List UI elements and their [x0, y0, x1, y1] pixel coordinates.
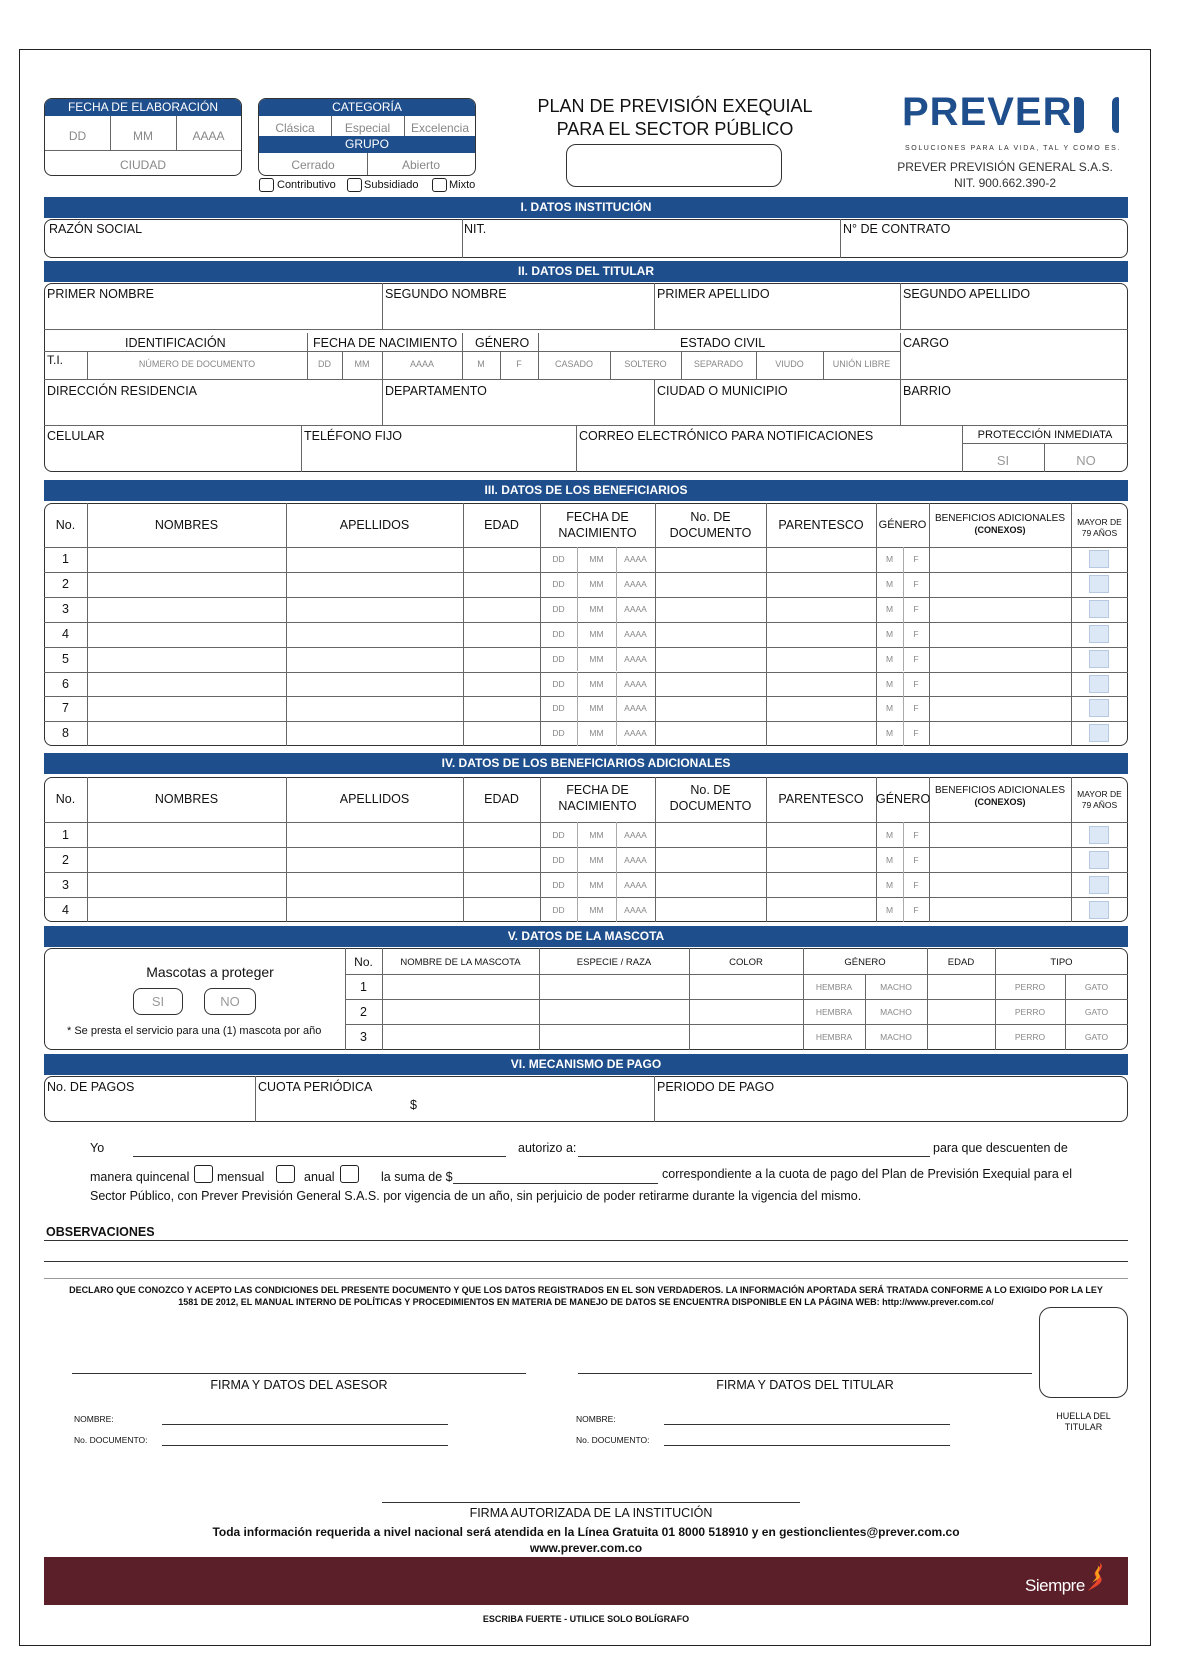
- anual-checkbox[interactable]: [340, 1165, 359, 1183]
- pago-box: [44, 1076, 1128, 1122]
- segundo-apellido-label[interactable]: SEGUNDO APELLIDO: [903, 287, 1031, 301]
- auth-yo: Yo: [90, 1141, 105, 1155]
- b-col-mayor2: 79 AÑOS: [1081, 528, 1118, 538]
- ad-row-m[interactable]: M: [885, 905, 894, 915]
- ad-row-aaaa[interactable]: AAAA: [624, 855, 647, 865]
- mascota-gato[interactable]: GATO: [1084, 982, 1109, 992]
- m-col-no: No.: [354, 955, 373, 969]
- ciudad-municipio-label[interactable]: CIUDAD O MUNICIPIO: [657, 384, 788, 398]
- ben-row-mm[interactable]: MM: [589, 728, 604, 739]
- b-col-parentesco: PARENTESCO: [778, 518, 864, 532]
- observaciones-line-1[interactable]: [44, 1240, 1128, 1241]
- ben-mayor-checkbox[interactable]: [1089, 724, 1109, 742]
- ben-mayor-checkbox[interactable]: [1089, 675, 1109, 693]
- ben-mayor-checkbox[interactable]: [1089, 650, 1109, 668]
- periodo-label[interactable]: PERIODO DE PAGO: [657, 1080, 775, 1094]
- ad-mayor-checkbox[interactable]: [1089, 876, 1109, 894]
- ben-row-dd[interactable]: DD: [552, 653, 565, 664]
- auth-manera: manera quincenal: [90, 1170, 190, 1184]
- ad-row-f[interactable]: F: [913, 855, 919, 865]
- ad-row-f[interactable]: F: [913, 830, 919, 840]
- ben-row-m[interactable]: M: [885, 578, 894, 589]
- firma-asesor-line[interactable]: [72, 1373, 526, 1374]
- mixto-label: Mixto: [449, 179, 476, 191]
- grupo-title: GRUPO: [259, 136, 475, 153]
- mascota-gato[interactable]: GATO: [1084, 1007, 1109, 1017]
- m-col-genero: GÉNERO: [844, 957, 886, 968]
- auth-suma-line[interactable]: [453, 1183, 658, 1184]
- auth-autorizo-line[interactable]: [578, 1156, 930, 1157]
- mascota-row-number: 1: [360, 980, 367, 994]
- ad-row-dd[interactable]: DD: [552, 905, 565, 915]
- ad-row-number: 1: [62, 828, 69, 842]
- ad-row-f[interactable]: F: [913, 880, 919, 890]
- mascota-hembra[interactable]: HEMBRA: [815, 1007, 853, 1017]
- ben-row-dd[interactable]: DD: [552, 678, 565, 689]
- fecha-mm[interactable]: MM: [133, 129, 153, 143]
- cat-excelencia[interactable]: Excelencia: [410, 121, 470, 135]
- section-4-title: IV. DATOS DE LOS BENEFICIARIOS ADICIONALES: [44, 753, 1128, 774]
- ben-row-number: 3: [62, 601, 69, 616]
- huella-label-2: TITULAR: [1064, 1422, 1103, 1432]
- ad-row-number: 4: [62, 903, 69, 917]
- ben-row-divider: [44, 597, 1128, 598]
- mascotas-proteger: Mascotas a proteger: [146, 964, 274, 980]
- a-col-ben1: BENEFICIOS ADICIONALES: [934, 785, 1066, 796]
- b-col-nombres: NOMBRES: [154, 518, 219, 532]
- mascota-hembra[interactable]: HEMBRA: [815, 982, 853, 992]
- ben-col-divider: [286, 503, 287, 746]
- mascota-hembra[interactable]: HEMBRA: [815, 1032, 853, 1042]
- ben-col-divider: [929, 503, 930, 746]
- ben-mayor-checkbox[interactable]: [1089, 625, 1109, 643]
- b-col-fecha1: FECHA DE: [566, 510, 629, 524]
- observaciones-line-2[interactable]: [44, 1261, 1128, 1262]
- ben-row-mm[interactable]: MM: [589, 628, 604, 639]
- ben-row-dd[interactable]: DD: [552, 703, 565, 714]
- ben-row-f[interactable]: F: [913, 678, 919, 689]
- ad-row-number: 3: [62, 878, 69, 892]
- ad-row-aaaa[interactable]: AAAA: [624, 830, 647, 840]
- ben-mayor-checkbox[interactable]: [1089, 600, 1109, 618]
- mascota-macho[interactable]: MACHO: [880, 1007, 912, 1017]
- ben-row-number: 5: [62, 651, 69, 666]
- b-col-fecha2: NACIMIENTO: [558, 526, 637, 540]
- ad-row-divider: [44, 872, 1128, 873]
- ad-row-m[interactable]: M: [885, 880, 894, 890]
- fecha-dd[interactable]: DD: [68, 129, 87, 143]
- form-number-box[interactable]: [566, 144, 782, 187]
- b-col-doc2: DOCUMENTO: [669, 526, 752, 540]
- contributivo-label: Contributivo: [277, 179, 336, 191]
- ben-row-number: 8: [62, 726, 69, 741]
- ben-row-mm[interactable]: MM: [589, 703, 604, 714]
- ben-col-divider: [1071, 503, 1072, 746]
- section-5-title: V. DATOS DE LA MASCOTA: [44, 926, 1128, 947]
- ben-row-f[interactable]: F: [913, 578, 919, 589]
- b-col-apellidos: APELLIDOS: [339, 518, 410, 532]
- cuota-dollar: $: [410, 1098, 417, 1112]
- ben-row-mm[interactable]: MM: [589, 678, 604, 689]
- fecha-title: FECHA DE ELABORACIÓN: [45, 99, 241, 116]
- ben-row-f[interactable]: F: [913, 603, 919, 614]
- auth-anual: anual: [304, 1170, 335, 1184]
- m-col-tipo: TIPO: [1050, 957, 1073, 968]
- a-col-ben2: (CONEXOS): [974, 797, 1026, 807]
- auth-mensual: mensual: [217, 1170, 265, 1184]
- subsidiado-checkbox[interactable]: [347, 178, 362, 192]
- m-col-edad: EDAD: [947, 957, 975, 968]
- subsidiado-label: Subsidiado: [364, 179, 419, 191]
- siempre-logo: Siempre: [1025, 1576, 1085, 1595]
- prever-logo-mark2: [1112, 97, 1119, 133]
- ben-row-m[interactable]: M: [885, 703, 894, 714]
- mascota-perro[interactable]: PERRO: [1014, 1032, 1046, 1042]
- prever-logo-text: PREVER: [902, 90, 1073, 134]
- ben-row-f[interactable]: F: [913, 628, 919, 639]
- ben-row-divider: [44, 721, 1128, 722]
- tit-aaaa[interactable]: AAAA: [409, 359, 434, 369]
- ben-row-aaaa[interactable]: AAAA: [624, 628, 647, 639]
- auth-yo-line[interactable]: [133, 1156, 506, 1157]
- institucion-box: [44, 219, 1128, 258]
- ben-row-f[interactable]: F: [913, 554, 919, 564]
- ben-row-m[interactable]: M: [885, 678, 894, 689]
- cuota-label[interactable]: CUOTA PERIÓDICA: [258, 1080, 373, 1094]
- ad-row-dd[interactable]: DD: [552, 880, 565, 890]
- b-col-doc1: No. DE: [690, 510, 731, 524]
- ad-row-mm[interactable]: MM: [589, 830, 604, 840]
- ad-mayor-checkbox[interactable]: [1089, 826, 1109, 844]
- segundo-nombre-label[interactable]: SEGUNDO NOMBRE: [385, 287, 507, 301]
- auth-line3: Sector Público, con Prever Previsión General S.A.S. por vigencia de un año, sin perjuicio de poder retirarme durante la vigencia del mismo.: [90, 1189, 862, 1203]
- categoria-title: CATEGORÍA: [259, 99, 475, 116]
- ben-mayor-checkbox[interactable]: [1089, 699, 1109, 717]
- ben-row-mm[interactable]: MM: [589, 578, 604, 589]
- ben-row-number: 7: [62, 701, 69, 716]
- observaciones-label: OBSERVACIONES: [46, 1225, 155, 1239]
- contrato-label[interactable]: N° DE CONTRATO: [843, 222, 951, 236]
- ben-col-divider: [463, 503, 464, 746]
- ben-row-dd[interactable]: DD: [552, 728, 565, 739]
- ben-row-divider: [44, 696, 1128, 697]
- ben-header-divider: [44, 547, 1128, 548]
- a-col-apellidos: APELLIDOS: [339, 792, 410, 806]
- departamento-label[interactable]: DEPARTAMENTO: [385, 384, 487, 398]
- telefono-label[interactable]: TELÉFONO FIJO: [304, 429, 402, 443]
- firma-institucion-label: FIRMA AUTORIZADA DE LA INSTITUCIÓN: [469, 1506, 713, 1520]
- a-col-parentesco: PARENTESCO: [778, 792, 864, 806]
- ben-row-dd[interactable]: DD: [552, 554, 565, 564]
- proteccion-label: PROTECCIÓN INMEDIATA: [977, 429, 1113, 441]
- estado-soltero[interactable]: SOLTERO: [624, 359, 667, 369]
- correo-label[interactable]: CORREO ELECTRÓNICO PARA NOTIFICACIONES: [579, 429, 874, 443]
- section-2-title: II. DATOS DEL TITULAR: [44, 261, 1128, 282]
- grupo-cerrado[interactable]: Cerrado: [291, 158, 335, 172]
- a-col-edad: EDAD: [484, 792, 519, 806]
- ben-row-f[interactable]: F: [913, 653, 919, 664]
- ben-row-m[interactable]: M: [885, 554, 894, 564]
- a-col-fecha2: NACIMIENTO: [558, 799, 637, 813]
- ben-row-number: 4: [62, 626, 69, 641]
- ben-row-aaaa[interactable]: AAAA: [624, 578, 647, 589]
- footer-info: Toda información requerida a nivel nacional será atendida en la Línea Gratuita 01 8000 518910 y en gestionclientes@prever.com.co: [212, 1525, 960, 1539]
- ad-row-mm[interactable]: MM: [589, 880, 604, 890]
- ben-row-divider: [44, 622, 1128, 623]
- b-col-edad: EDAD: [484, 518, 519, 532]
- ti-label[interactable]: T.I.: [47, 353, 64, 367]
- a-col-fecha1: FECHA DE: [566, 783, 629, 797]
- razon-social-label[interactable]: RAZÓN SOCIAL: [49, 222, 143, 236]
- firma-titular-label: FIRMA Y DATOS DEL TITULAR: [716, 1378, 894, 1392]
- ad-row-dd[interactable]: DD: [552, 855, 565, 865]
- footer-bottom: ESCRIBA FUERTE - UTILICE SOLO BOLÍGRAFO: [482, 1614, 690, 1624]
- footer-web[interactable]: www.prever.com.co: [529, 1541, 643, 1555]
- estado-separado[interactable]: SEPARADO: [693, 359, 744, 369]
- firma-titular-line[interactable]: [578, 1373, 1032, 1374]
- ad-row-mm[interactable]: MM: [589, 905, 604, 915]
- ben-row-aaaa[interactable]: AAAA: [624, 703, 647, 714]
- section-3-title: III. DATOS DE LOS BENEFICIARIOS: [44, 480, 1128, 501]
- form-title-line2: PARA EL SECTOR PÚBLICO: [556, 119, 794, 139]
- ben-row-f[interactable]: F: [913, 703, 919, 714]
- ben-mayor-checkbox[interactable]: [1089, 575, 1109, 593]
- siempre-flame-icon: [1084, 1559, 1108, 1593]
- ben-row-m[interactable]: M: [885, 653, 894, 664]
- firma-asesor-label: FIRMA Y DATOS DEL ASESOR: [210, 1378, 388, 1392]
- a-col-mayor2: 79 AÑOS: [1081, 800, 1118, 810]
- titular-nombre-label: NOMBRE:: [576, 1414, 616, 1424]
- ben-row-m[interactable]: M: [885, 728, 894, 739]
- ben-row-divider: [44, 672, 1128, 673]
- ben-row-f[interactable]: F: [913, 728, 919, 739]
- ben-col-divider: [766, 503, 767, 746]
- footer-band: [44, 1557, 1128, 1605]
- section-1-title: I. DATOS INSTITUCIÓN: [44, 197, 1128, 218]
- a-col-no: No.: [55, 792, 76, 806]
- declaracion-1: DECLARO QUE CONOZCO Y ACEPTO LAS CONDICIONES DEL PRESENTE DOCUMENTO Y QUE LOS DATOS REGISTRADOS EN EL SON VERDADEROS. LA INFORMACIÓN APORTADA SERÁ TRATADA CONFORME A LO EXIGIDO POR LA LEY: [69, 1285, 1103, 1295]
- ben-row-aaaa[interactable]: AAAA: [624, 603, 647, 614]
- fecha-nac-label: FECHA DE NACIMIENTO: [313, 336, 458, 350]
- ad-row-number: 2: [62, 853, 69, 867]
- primer-apellido-label[interactable]: PRIMER APELLIDO: [657, 287, 770, 301]
- a-col-doc2: DOCUMENTO: [669, 799, 752, 813]
- a-col-doc1: No. DE: [690, 783, 731, 797]
- ben-row-aaaa[interactable]: AAAA: [624, 554, 647, 564]
- asesor-doc-label: No. DOCUMENTO:: [74, 1435, 148, 1445]
- company-nit: NIT. 900.662.390-2: [953, 176, 1057, 190]
- ad-row-divider: [44, 897, 1128, 898]
- mascota-row-number: 2: [360, 1005, 367, 1019]
- mixto-checkbox[interactable]: [432, 178, 447, 192]
- identificacion-label: IDENTIFICACIÓN: [125, 336, 226, 350]
- mascota-row-number: 3: [360, 1030, 367, 1044]
- auth-autorizo: autorizo a:: [518, 1141, 577, 1155]
- ben-row-aaaa[interactable]: AAAA: [624, 728, 647, 739]
- mensual-checkbox[interactable]: [276, 1165, 295, 1183]
- tit-mm[interactable]: MM: [354, 359, 370, 369]
- m-col-color: COLOR: [729, 957, 763, 968]
- b-col-genero: GÉNERO: [878, 519, 927, 531]
- tit-f[interactable]: F: [516, 359, 522, 369]
- company-name: PREVER PREVISIÓN GENERAL S.A.S.: [897, 160, 1113, 174]
- firma-institucion-line[interactable]: [382, 1502, 800, 1503]
- ad-row-aaaa[interactable]: AAAA: [624, 880, 647, 890]
- form-title-line1: PLAN DE PREVISIÓN EXEQUIAL: [537, 96, 813, 116]
- proteccion-si[interactable]: SI: [996, 453, 1010, 468]
- direccion-label[interactable]: DIRECCIÓN RESIDENCIA: [47, 384, 198, 398]
- fecha-aaaa[interactable]: AAAA: [192, 129, 225, 143]
- proteccion-no[interactable]: NO: [1076, 453, 1096, 468]
- ben-row-dd[interactable]: DD: [552, 603, 565, 614]
- ad-header-divider: [44, 822, 1128, 823]
- ben-row-number: 2: [62, 576, 69, 591]
- ad-mayor-checkbox[interactable]: [1089, 901, 1109, 919]
- ad-row-m[interactable]: M: [885, 830, 894, 840]
- estado-civil-label: ESTADO CIVIL: [680, 336, 766, 350]
- mascota-nota: * Se presta el servicio para una (1) mascota por año: [67, 1025, 322, 1037]
- cat-especial[interactable]: Especial: [344, 121, 391, 135]
- ben-row-m[interactable]: M: [885, 603, 894, 614]
- b-col-mayor1: MAYOR DE: [1077, 517, 1122, 527]
- a-col-nombres: NOMBRES: [154, 792, 219, 806]
- ben-row-number: 6: [62, 676, 69, 691]
- auth-corresp: correspondiente a la cuota de pago del Plan de Previsión Exequial para el: [662, 1167, 1072, 1181]
- ben-row-aaaa[interactable]: AAAA: [624, 678, 647, 689]
- ben-row-m[interactable]: M: [885, 628, 894, 639]
- celular-label[interactable]: CELULAR: [47, 429, 105, 443]
- ad-row-divider: [44, 847, 1128, 848]
- quincenal-checkbox[interactable]: [194, 1165, 213, 1183]
- titular-nombre-line[interactable]: [664, 1424, 950, 1425]
- contributivo-checkbox[interactable]: [259, 178, 274, 192]
- m-col-especie: ESPECIE / RAZA: [576, 957, 652, 968]
- nit-label[interactable]: NIT.: [464, 222, 487, 236]
- ben-row-mm[interactable]: MM: [589, 603, 604, 614]
- ciudad-field[interactable]: CIUDAD: [119, 158, 166, 172]
- mascota-no-label: NO: [220, 994, 240, 1009]
- barrio-label[interactable]: BARRIO: [903, 384, 951, 398]
- titular-doc-label: No. DOCUMENTO:: [576, 1435, 650, 1445]
- cargo-label[interactable]: CARGO: [903, 336, 949, 350]
- titular-doc-line[interactable]: [664, 1445, 950, 1446]
- asesor-nombre-label: NOMBRE:: [74, 1414, 114, 1424]
- declaracion-2: 1581 DE 2012, EL MANUAL INTERNO DE POLÍTICAS Y PROCEDIMIENTOS EN MATERIA DE MANEJO DE DATOS SE ENCUENTRA DISPONIBLE EN LA PÁGINA WEB: http://www.prever.com.co/: [178, 1297, 994, 1307]
- ad-row-f[interactable]: F: [913, 905, 919, 915]
- ad-mayor-checkbox[interactable]: [1089, 851, 1109, 869]
- prever-logo-mark: [1074, 97, 1084, 133]
- auth-para: para que descuenten de: [933, 1141, 1068, 1155]
- ben-row-mm[interactable]: MM: [589, 554, 604, 564]
- ben-row-dd[interactable]: DD: [552, 628, 565, 639]
- huella-label-1: HUELLA DEL: [1056, 1411, 1111, 1421]
- ad-row-dd[interactable]: DD: [552, 830, 565, 840]
- genero-label: GÉNERO: [475, 336, 530, 350]
- ad-row-mm[interactable]: MM: [589, 855, 604, 865]
- mascota-macho[interactable]: MACHO: [880, 982, 912, 992]
- tit-dd[interactable]: DD: [318, 359, 331, 369]
- auth-suma: la suma de $: [381, 1170, 453, 1184]
- b-col-ben1: BENEFICIOS ADICIONALES: [934, 513, 1066, 524]
- ad-row-aaaa[interactable]: AAAA: [624, 905, 647, 915]
- a-col-genero: GÉNERO: [876, 792, 931, 806]
- huella-box[interactable]: [1039, 1307, 1128, 1398]
- ben-row-dd[interactable]: DD: [552, 578, 565, 589]
- num-doc-field[interactable]: NÚMERO DE DOCUMENTO: [138, 359, 256, 369]
- ben-row-mm[interactable]: MM: [589, 653, 604, 664]
- a-col-mayor1: MAYOR DE: [1077, 789, 1122, 799]
- mascota-macho[interactable]: MACHO: [880, 1032, 912, 1042]
- ben-row-divider: [44, 572, 1128, 573]
- asesor-doc-line[interactable]: [162, 1445, 448, 1446]
- tit-m[interactable]: M: [477, 359, 485, 369]
- m-col-nombre: NOMBRE DE LA MASCOTA: [400, 957, 521, 968]
- ben-col-divider: [87, 503, 88, 746]
- b-col-no: No.: [55, 518, 76, 532]
- cat-clasica[interactable]: Clásica: [275, 121, 315, 135]
- mascota-perro[interactable]: PERRO: [1014, 1007, 1046, 1017]
- ben-row-divider: [44, 647, 1128, 648]
- primer-nombre-label[interactable]: PRIMER NOMBRE: [47, 287, 154, 301]
- num-pagos-label[interactable]: No. DE PAGOS: [47, 1080, 135, 1094]
- ben-mayor-checkbox[interactable]: [1089, 550, 1109, 568]
- grupo-abierto[interactable]: Abierto: [401, 158, 441, 172]
- mascota-gato[interactable]: GATO: [1084, 1032, 1109, 1042]
- estado-casado[interactable]: CASADO: [554, 359, 593, 369]
- b-col-ben2: (CONEXOS): [974, 525, 1026, 535]
- slogan: SOLUCIONES PARA LA VIDA, TAL Y COMO ES.: [905, 145, 1121, 152]
- section-6-title: VI. MECANISMO DE PAGO: [44, 1054, 1128, 1075]
- ben-row-aaaa[interactable]: AAAA: [624, 653, 647, 664]
- mascota-si-label: SI: [151, 994, 165, 1009]
- ben-row-number: 1: [62, 552, 69, 566]
- asesor-nombre-line[interactable]: [162, 1424, 448, 1425]
- estado-viudo[interactable]: VIUDO: [775, 359, 804, 369]
- ad-row-m[interactable]: M: [885, 855, 894, 865]
- estado-union-libre[interactable]: UNIÓN LIBRE: [832, 359, 891, 369]
- mascota-perro[interactable]: PERRO: [1014, 982, 1046, 992]
